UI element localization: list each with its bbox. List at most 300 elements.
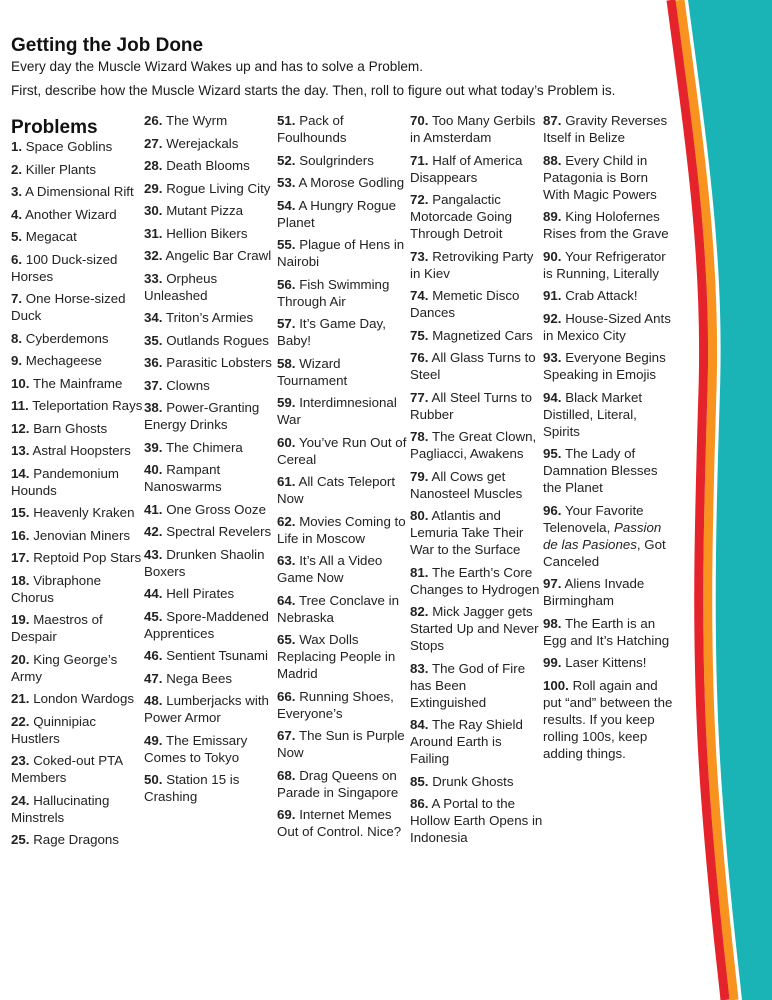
item-text: Teleportation Rays	[32, 398, 143, 413]
list-item	[543, 248, 677, 282]
item-number: 81.	[410, 564, 429, 580]
item-number: 82.	[410, 604, 429, 619]
item-text: London Wardogs	[33, 691, 134, 706]
item-text: 100 Duck-sized Horses	[11, 251, 118, 284]
item-text: Interdimnesional War	[277, 395, 397, 427]
item-number: 100.	[543, 677, 569, 693]
list-item	[277, 513, 410, 547]
list-item	[277, 767, 410, 801]
item-text: Magnetized Cars	[432, 327, 533, 343]
item-number: 79.	[410, 468, 429, 484]
item-number: 11.	[11, 398, 29, 413]
item-number: 7.	[11, 291, 23, 306]
list-item	[11, 752, 147, 786]
list-item	[277, 688, 410, 722]
item-text: Cyberdemons	[25, 330, 109, 346]
item-number: 59.	[277, 395, 296, 410]
item-number: 22.	[11, 713, 30, 729]
item-text: Power-Granting Energy Drinks	[144, 400, 260, 432]
list-item	[144, 309, 278, 326]
item-number: 75.	[410, 327, 429, 343]
list-item	[11, 352, 147, 369]
item-number: 1.	[11, 139, 23, 154]
item-number: 9.	[11, 353, 23, 368]
item-number: 39.	[144, 439, 163, 455]
item-text: Jenovian Miners	[33, 527, 131, 543]
item-number: 99.	[543, 655, 562, 670]
item-number: 2.	[11, 161, 23, 177]
list-item	[543, 152, 677, 203]
list-item	[410, 287, 544, 321]
item-text: Orpheus Unleashed	[144, 270, 218, 303]
item-number: 72.	[410, 192, 429, 207]
item-number: 49.	[144, 732, 163, 748]
item-text: Drunk Ghosts	[432, 773, 514, 789]
list-item	[277, 174, 410, 191]
item-text: All Glass Turns to Steel	[410, 350, 536, 382]
item-number: 19.	[11, 612, 30, 627]
list-item	[543, 502, 677, 570]
item-number: 46.	[144, 648, 163, 663]
item-text: Megacat	[25, 229, 77, 244]
list-item	[277, 112, 410, 146]
problems-column-1	[11, 138, 147, 854]
item-text: The Great Clown, Pagliacci, Awakens	[410, 429, 537, 461]
item-text: Astral Hoopsters	[32, 443, 131, 458]
intro-instructions: First, describe how the Muscle Wizard starts the day. Then, roll to figure out what today’s Problem is.	[11, 83, 616, 98]
item-text: All Steel Turns to Rubber	[410, 389, 532, 422]
item-number: 54.	[277, 197, 296, 213]
list-item	[11, 330, 147, 347]
item-number: 74.	[410, 288, 429, 303]
item-number: 3.	[11, 184, 23, 199]
item-text: It’s Game Day, Baby!	[277, 316, 386, 348]
list-item	[410, 716, 544, 767]
item-number: 52.	[277, 152, 296, 168]
list-item	[11, 527, 147, 544]
item-number: 77.	[410, 389, 429, 405]
item-text: Rage Dragons	[33, 832, 119, 847]
item-text: Mutant Pizza	[166, 203, 244, 218]
item-text: Rampant Nanoswarms	[144, 462, 222, 494]
list-item	[144, 135, 278, 152]
list-item	[277, 152, 410, 169]
item-number: 31.	[144, 225, 163, 241]
item-text: A Morose Godling	[298, 175, 405, 190]
item-number: 4.	[11, 206, 23, 222]
list-item	[144, 501, 278, 518]
item-number: 96.	[543, 502, 562, 518]
list-item	[144, 332, 278, 349]
list-item	[144, 692, 278, 726]
item-number: 86.	[410, 796, 429, 811]
list-item	[277, 473, 410, 507]
item-number: 65.	[277, 632, 296, 647]
item-number: 69.	[277, 807, 296, 822]
list-item	[410, 327, 544, 344]
item-number: 37.	[144, 377, 163, 393]
item-text: Another Wizard	[25, 206, 117, 222]
list-item	[410, 428, 544, 462]
list-item	[543, 677, 677, 762]
item-text: Reptoid Pop Stars	[33, 550, 142, 565]
item-number: 34.	[144, 310, 163, 325]
list-item	[11, 397, 147, 414]
list-item	[277, 727, 410, 761]
list-item	[543, 445, 677, 496]
item-number: 45.	[144, 608, 163, 624]
item-number: 26.	[144, 113, 163, 128]
list-item	[144, 608, 278, 642]
item-number: 12.	[11, 420, 30, 436]
item-text: Internet Memes Out of Control. Nice?	[277, 807, 402, 839]
item-text: Wizard Tournament	[277, 355, 348, 388]
item-number: 93.	[543, 350, 562, 365]
list-item	[144, 732, 278, 766]
item-number: 35.	[144, 332, 163, 348]
item-number: 53.	[277, 175, 296, 190]
item-number: 38.	[144, 400, 163, 415]
item-number: 66.	[277, 688, 296, 704]
item-text: Nega Bees	[166, 670, 232, 686]
list-item	[144, 771, 278, 805]
item-text: Sentient Tsunami	[166, 648, 268, 663]
item-text: Pack of Foulhounds	[277, 113, 347, 145]
list-item	[410, 152, 544, 186]
item-number: 42.	[144, 524, 163, 539]
item-text: King George’s Army	[11, 651, 118, 684]
item-text: Angelic Bar Crawl	[165, 248, 272, 263]
list-item	[410, 349, 544, 383]
list-item	[11, 290, 147, 324]
item-text: The Earth is an Egg and It’s Hatching	[543, 615, 670, 648]
list-item	[277, 394, 410, 428]
list-item	[543, 112, 677, 146]
item-text: One Horse-sized Duck	[11, 291, 126, 323]
item-number: 36.	[144, 355, 163, 370]
item-text: The Earth’s Core Changes to Hydrogen	[410, 564, 540, 597]
item-number: 80.	[410, 508, 429, 523]
list-item	[410, 773, 544, 790]
item-number: 62.	[277, 513, 296, 529]
item-number: 85.	[410, 773, 429, 789]
list-item	[277, 355, 410, 389]
item-text: Half of America Disappears	[410, 152, 523, 185]
item-text: The Emissary Comes to Tokyo	[144, 732, 248, 765]
item-number: 67.	[277, 728, 296, 743]
item-number: 83.	[410, 660, 429, 676]
list-item	[144, 647, 278, 664]
item-text: Vibraphone Chorus	[11, 572, 101, 605]
list-item	[144, 270, 278, 304]
list-item	[543, 389, 677, 440]
item-number: 70.	[410, 113, 429, 128]
item-text: The Ray Shield Around Earth is Failing	[410, 717, 523, 766]
list-item	[410, 564, 544, 598]
item-text: Your Refrigerator is Running, Literally	[543, 248, 666, 281]
item-number: 25.	[11, 832, 30, 847]
item-text: Pandemonium Hounds	[11, 465, 119, 498]
item-number: 6.	[11, 251, 23, 267]
list-item	[11, 375, 147, 392]
item-text: Outlands Rogues	[166, 332, 269, 348]
item-text: Maestros of Despair	[11, 612, 103, 644]
list-item	[277, 592, 410, 626]
item-number: 17.	[11, 550, 30, 565]
list-item	[11, 572, 147, 606]
item-number: 64.	[277, 592, 296, 608]
list-item	[144, 399, 278, 433]
list-item	[11, 251, 147, 285]
list-item	[410, 507, 544, 558]
list-item	[11, 161, 147, 178]
list-item	[11, 792, 147, 826]
list-item	[277, 631, 410, 682]
item-text: Every Child in Patagonia is Born With Magic Powers	[543, 152, 657, 202]
item-number: 41.	[144, 501, 163, 517]
list-item	[11, 420, 147, 437]
item-number: 55.	[277, 237, 296, 252]
intro-text: Every day the Muscle Wizard Wakes up and has to solve a Problem.	[11, 59, 424, 74]
item-number: 61.	[277, 474, 296, 489]
item-number: 76.	[410, 350, 429, 365]
list-item	[543, 310, 677, 344]
item-number: 23.	[11, 753, 30, 768]
item-text: Retroviking Party in Kiev	[410, 248, 534, 281]
item-text: Quinnipiac Hustlers	[11, 713, 97, 746]
item-text: You’ve Run Out of Cereal	[277, 434, 407, 467]
item-number: 97.	[543, 576, 562, 591]
item-text: Your Favorite Telenovela,	[543, 502, 644, 535]
item-number: 51.	[277, 113, 296, 128]
list-item	[144, 225, 278, 242]
item-number: 71.	[410, 152, 429, 168]
item-number: 30.	[144, 203, 163, 218]
list-item	[144, 585, 278, 602]
list-item	[144, 461, 278, 495]
list-item	[410, 660, 544, 711]
item-text: Everyone Begins Speaking in Emojis	[543, 350, 666, 382]
item-text: It’s All a Video Game Now	[277, 553, 383, 585]
item-text: Drag Queens on Parade in Singapore	[277, 767, 399, 800]
list-item	[11, 442, 147, 459]
item-text: Mechageese	[25, 353, 102, 368]
list-item	[277, 552, 410, 586]
item-text: Werejackals	[166, 135, 239, 151]
item-number: 32.	[144, 248, 163, 263]
list-item	[11, 206, 147, 223]
list-item	[543, 208, 677, 242]
item-text: Plague of Hens in Nairobi	[277, 237, 405, 269]
list-item	[144, 523, 278, 540]
list-item	[11, 504, 147, 521]
item-text: Black Market Distilled, Literal, Spirits	[543, 389, 643, 439]
item-number: 8.	[11, 330, 23, 346]
item-number: 98.	[543, 615, 562, 631]
item-number: 58.	[277, 355, 296, 371]
item-text: All Cows get Nanosteel Muscles	[410, 468, 523, 501]
list-item	[543, 287, 677, 304]
list-item	[144, 112, 278, 129]
list-item	[144, 354, 278, 371]
list-item	[144, 247, 278, 264]
problems-column-2	[144, 112, 278, 811]
problems-column-5	[543, 112, 677, 767]
item-text: Soulgrinders	[299, 152, 374, 168]
item-text: The Sun is Purple Now	[277, 728, 405, 760]
item-text: Tree Conclave in Nebraska	[277, 592, 399, 625]
item-text: Laser Kittens!	[565, 655, 647, 670]
item-text: A Portal to the Hollow Earth Opens in Indonesia	[410, 796, 543, 845]
list-item	[543, 575, 677, 609]
list-item	[410, 112, 544, 146]
item-text: Fish Swimming Through Air	[277, 276, 390, 309]
page-title: Getting the Job Done	[11, 35, 204, 56]
item-number: 5.	[11, 229, 23, 244]
item-text: Aliens Invade Birmingham	[543, 576, 645, 608]
item-text: Triton’s Armies	[165, 310, 254, 325]
item-number: 14.	[11, 465, 30, 481]
item-text: Crab Attack!	[565, 288, 638, 303]
item-text: Spore-Maddened Apprentices	[144, 608, 269, 641]
item-text: King Holofernes Rises from the Grave	[543, 209, 669, 241]
item-number: 40.	[144, 462, 163, 477]
list-item	[144, 157, 278, 174]
item-number: 78.	[410, 429, 429, 444]
item-text: Mick Jagger gets Started Up and Never Stops	[410, 604, 539, 653]
list-item	[144, 202, 278, 219]
item-text: Movies Coming to Life in Moscow	[277, 513, 406, 546]
list-item	[11, 138, 147, 155]
item-number: 27.	[144, 135, 163, 151]
item-text: Wax Dolls Replacing People in Madrid	[277, 632, 396, 681]
item-text: Memetic Disco Dances	[410, 288, 520, 320]
list-item	[410, 191, 544, 242]
list-item	[277, 806, 410, 840]
item-text: Running Shoes, Everyone’s	[277, 688, 394, 721]
item-text: Clowns	[166, 377, 210, 393]
item-number: 16.	[11, 527, 30, 543]
item-number: 84.	[410, 717, 429, 732]
item-number: 48.	[144, 693, 163, 708]
list-item	[11, 611, 147, 645]
item-number: 50.	[144, 772, 163, 787]
list-item	[11, 549, 147, 566]
item-number: 24.	[11, 792, 30, 808]
item-number: 90.	[543, 248, 562, 264]
item-text: A Dimensional Rift	[25, 184, 134, 199]
problems-column-4	[410, 112, 544, 852]
list-item	[11, 690, 147, 707]
list-item	[410, 468, 544, 502]
item-text: Pangalactic Motorcade Going Through Detroit	[410, 192, 512, 241]
item-number: 88.	[543, 152, 562, 168]
item-text: Death Blooms	[166, 158, 250, 173]
item-number: 94.	[543, 389, 562, 405]
item-text: Hell Pirates	[166, 586, 235, 601]
item-number: 13.	[11, 443, 30, 458]
item-text: Roll again and put “and” between the results. If you keep rolling 100s, keep adding things.	[543, 677, 673, 761]
item-text: The Chimera	[165, 439, 243, 455]
item-number: 28.	[144, 158, 163, 173]
item-number: 92.	[543, 310, 562, 326]
list-item	[410, 603, 544, 654]
list-item	[11, 831, 147, 848]
item-number: 33.	[144, 270, 163, 286]
item-text-italic: Passion de las Pasiones	[543, 519, 662, 552]
item-number: 56.	[277, 276, 296, 292]
item-text: Too Many Gerbils in Amsterdam	[410, 113, 536, 145]
list-item	[543, 654, 677, 671]
list-item	[277, 434, 410, 468]
item-number: 15.	[11, 505, 30, 520]
page-content	[11, 36, 711, 898]
item-number: 87.	[543, 113, 562, 128]
item-text: Hellion Bikers	[166, 225, 248, 241]
item-text: The Lady of Damnation Blesses the Planet	[543, 446, 658, 495]
item-text: Spectral Revelers	[166, 524, 272, 539]
list-item	[277, 276, 410, 310]
item-number: 60.	[277, 434, 296, 450]
item-text: The Wyrm	[165, 113, 228, 128]
item-text: Drunken Shaolin Boxers	[144, 546, 265, 579]
problems-column-3	[277, 112, 410, 846]
item-text: Station 15 is Crashing	[144, 772, 240, 804]
problems-heading: Problems	[11, 117, 98, 138]
list-item	[144, 439, 278, 456]
list-item	[277, 236, 410, 270]
item-number: 91.	[543, 288, 562, 303]
item-text: Gravity Reverses Itself in Belize	[543, 113, 668, 145]
item-number: 20.	[11, 651, 30, 667]
list-item	[144, 546, 278, 580]
item-text-end: , Got Canceled	[543, 536, 666, 569]
item-number: 89.	[543, 209, 562, 224]
list-item	[144, 377, 278, 394]
list-item	[144, 180, 278, 197]
item-text: Space Goblins	[25, 139, 113, 154]
list-item	[11, 228, 147, 245]
list-item	[11, 465, 147, 499]
item-number: 18.	[11, 572, 30, 588]
list-item	[277, 315, 410, 349]
list-item	[11, 651, 147, 685]
item-number: 63.	[277, 553, 296, 568]
item-number: 10.	[11, 375, 30, 391]
item-text: Atlantis and Lemuria Take Their War to the Surface	[410, 508, 524, 557]
item-number: 29.	[144, 180, 163, 196]
list-item	[11, 713, 147, 747]
list-item	[144, 670, 278, 687]
list-item	[410, 248, 544, 282]
item-text: All Cats Teleport Now	[277, 474, 396, 506]
item-text: The Mainframe	[32, 375, 123, 391]
list-item	[277, 197, 410, 231]
item-text: Lumberjacks with Power Armor	[144, 693, 269, 725]
item-number: 57.	[277, 316, 296, 331]
list-item	[543, 349, 677, 383]
item-number: 44.	[144, 586, 163, 601]
item-text: Rogue Living City	[166, 180, 271, 196]
item-text: Killer Plants	[25, 161, 97, 177]
list-item	[11, 183, 147, 200]
list-item	[410, 795, 544, 846]
item-number: 47.	[144, 670, 163, 686]
item-text: Hallucinating Minstrels	[11, 792, 110, 825]
item-number: 73.	[410, 248, 429, 264]
item-text: Heavenly Kraken	[33, 505, 135, 520]
item-text: House-Sized Ants in Mexico City	[543, 310, 671, 343]
